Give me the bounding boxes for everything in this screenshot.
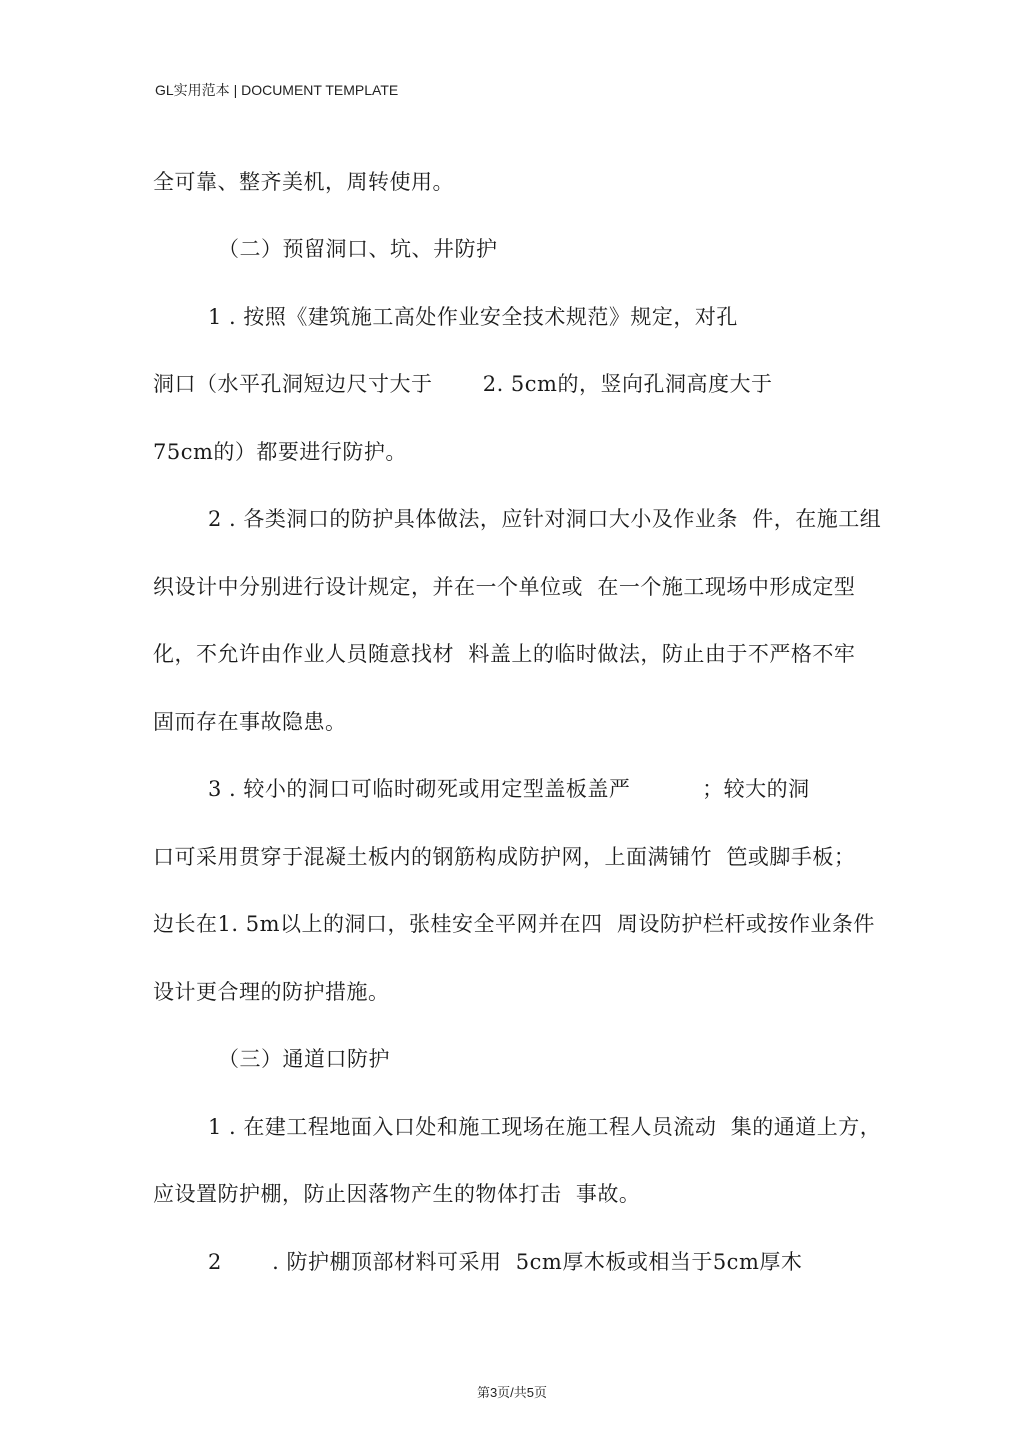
paragraph-line: 应设置防护棚，防止因落物产生的物体打击 事故。 bbox=[153, 1182, 641, 1206]
section-heading: （二）预留洞口、坑、井防护 bbox=[218, 237, 498, 261]
paragraph-line: 织设计中分别进行设计规定，并在一个单位或 在一个施工现场中形成定型 bbox=[153, 575, 856, 599]
paragraph-line: 设计更合理的防护措施。 bbox=[153, 980, 390, 1004]
paragraph-line: 2 . 各类洞口的防护具体做法，应针对洞口大小及作业条 件，在施工组 bbox=[208, 507, 882, 531]
paragraph-line: 固而存在事故隐患。 bbox=[153, 710, 347, 734]
paragraph-line: 边长在1. 5m以上的洞口，张桂安全平网并在四 周设防护栏杆或按作业条件 bbox=[153, 912, 875, 936]
section-heading: （三）通道口防护 bbox=[218, 1047, 390, 1071]
paragraph-line: 75cm的）都要进行防护。 bbox=[153, 440, 407, 464]
paragraph-line: 全可靠、整齐美机，周转使用。 bbox=[153, 170, 454, 194]
document-header: GL实用范本 | DOCUMENT TEMPLATE bbox=[155, 82, 399, 98]
paragraph-line: 1 . 在建工程地面入口处和施工现场在施工程人员流动 集的通道上方， bbox=[208, 1115, 882, 1139]
page-number: 第3页/共5页 bbox=[476, 1385, 548, 1400]
paragraph-line: 口可采用贯穿于混凝土板内的钢筋构成防护网，上面满铺竹 笆或脚手板； bbox=[153, 845, 856, 869]
paragraph-line: 洞口（水平孔洞短边尺寸大于 2. 5cm的，竖向孔洞高度大于 bbox=[153, 372, 773, 396]
paragraph-line: 化，不允许由作业人员随意找材 料盖上的临时做法，防止由于不严格不牢 bbox=[153, 642, 856, 666]
paragraph-line: 1 . 按照《建筑施工高处作业安全技术规范》规定，对孔 bbox=[208, 305, 738, 329]
paragraph-line: 3 . 较小的洞口可临时砌死或用定型盖板盖严 ；较大的洞 bbox=[208, 777, 810, 801]
paragraph-line: 2 . 防护棚顶部材料可采用 5cm厚木板或相当于5cm厚木 bbox=[208, 1250, 803, 1274]
